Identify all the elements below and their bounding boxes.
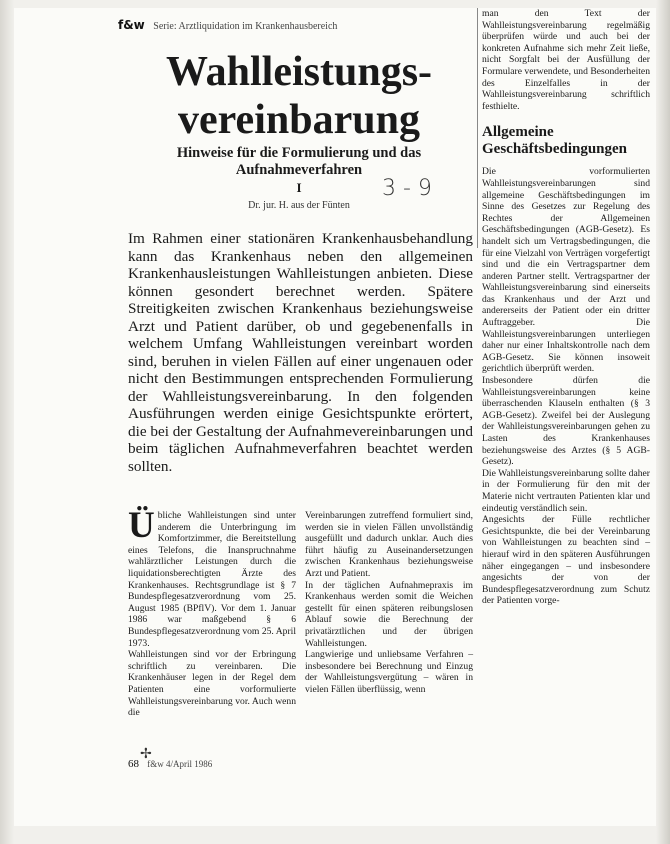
scan-left-edge <box>0 0 14 844</box>
title-line-1: Wahlleistungs- <box>165 49 433 95</box>
page-footer <box>128 758 212 770</box>
scan-right-edge <box>656 0 670 844</box>
column-1-text: bliche Wahlleistungen sind unter anderem die Unterbringung im Komfortzimmer, die Bereitstellung eines Telefons, die Inanspruchnahme wahlärztlicher Leistungen durch die liquidationsberechtigten Ärzte des Krankenhauses. Rechtsgrundlage ist § 7 Bundespflegesatzverordnung vom 25. August 1985 (BPflV). Vor dem 1. Januar 1986 war maßgebend § 6 Bundespflegesatzverordnung vom 25. April 1973. <box>128 510 296 649</box>
column-3-paragraph-5: Angesichts der Fülle rechtlicher Gesichtspunkte, die bei der Vereinbarung von Wahlleistungen zu beachten sind – hierauf wird in den späteren Ausführungen näher eingegangen – und insbesondere angesichts der von der Bundespflegesatzverordnung zum Schutz der Patienten vorge- <box>482 514 650 607</box>
title-line-2: vereinbarung <box>178 97 420 143</box>
article-subtitle: Hinweise für die Formulierung und das Aufnahmeverfahren <box>176 145 422 178</box>
pen-mark: ✢ <box>140 747 152 762</box>
publication-logo: f&w <box>118 18 145 32</box>
body-column-2 <box>305 510 473 696</box>
section-heading: Allgemeine Geschäftsbedingungen <box>482 124 628 158</box>
page-number: 68 <box>128 758 139 770</box>
body-column-1 <box>128 505 296 719</box>
column-2-paragraph-1: Vereinbarungen zutreffend formuliert sind, werden sie in vielen Fällen unvollständig ausgefüllt und dadurch unklar. Auch dies führt häufig zu Auseinandersetzungen zwischen Krankenhaus beziehungsweise Arzt und Patient. <box>305 510 473 579</box>
column-3-paragraph-4: Die Wahlleistungsvereinbarung sollte daher in der Formulierung für den mit der Materie nicht vertrauten Patienten klar und eindeutig verständlich sein. <box>482 467 650 514</box>
column-2-paragraph-2: In der täglichen Aufnahmepraxis im Krankenhaus werden somit die Weichen gestellt für einen späteren reibungslosen Ablauf sowie die Berechnung der privatärztlichen und der übrigen Wahlleistungen. <box>305 579 473 649</box>
author-line: Dr. jur. H. aus der Fünten <box>248 200 350 211</box>
body-column-3 <box>482 8 650 607</box>
column-1-paragraph-2: Wahlleistungen sind vor der Erbringung schriftlich zu vereinbaren. Die Krankenhäuser legen in der Regel dem Patienten eine vorformulierte Wahlleistungsvereinbarung vor. Auch wenn die <box>128 649 296 719</box>
drop-cap: Ü <box>128 505 155 546</box>
part-number: I <box>296 180 302 195</box>
series-header <box>118 18 468 30</box>
handwritten-note: 3 - 9 <box>382 176 432 201</box>
column-3-paragraph-3: Insbesondere dürfen die Wahlleistungsvereinbarungen keine überraschenden Klauseln enthalten (§ 3 AGB-Gesetz). Zweifel bei der Auslegung der Wahlleistungsvereinbarungen gehen zu Lasten des Krankenhauses beziehungsweise des Arztes (§ 5 AGB-Gesetz). <box>482 375 650 468</box>
lead-paragraph: Im Rahmen einer stationären Krankenhausbehandlung kann das Krankenhaus neben den allgemeinen Krankenhausleistungen Wahlleistungen anbieten. Diese können gesondert berechnet werden. Spätere Streitigkeiten zwischen Krankenhaus beziehungsweise Arzt und Patient darüber, ob und gegebenenfalls in welchem Umfang Wahlleistungen vereinbart worden sind, beruhen in vielen Fällen auf einer ungenauen oder nicht den Bestimmungen entsprechenden Formulierung der Wahlleistungsvereinbarung. In den folgenden Ausführungen werden einige Gesichtspunkte erörtert, die bei der Gestaltung der Aufnahmevereinbarungen und beim täglichen Aufnahmeverfahren beachtet werden sollten. <box>128 230 473 475</box>
column-2-paragraph-3: Langwierige und unliebsame Verfahren – insbesondere bei Berechnung und Einzug der Wahlleistungsvergütung – wären in vielen Fällen überflüssig, wenn <box>305 649 473 695</box>
column-3-paragraph-1: man den Text der Wahlleistungsvereinbarung regelmäßig überprüfen würde und auch bei der konkreten Aufnahme sich mehr Zeit ließe, nicht Sorgfalt bei der Ausfüllung der Formulare verwendete, und Besonderheiten des Einzelfalles in der Wahlleistungsvereinbarung schriftlich festhielte. <box>482 8 650 112</box>
series-label: Serie: Arztliquidation im Krankenhausbereich <box>153 21 338 32</box>
footer-source: f&w 4/April 1986 <box>147 759 213 769</box>
column-1-paragraph-1 <box>128 505 296 649</box>
column-3-paragraph-2: Die vorformulierten Wahlleistungsvereinbarungen sind allgemeine Geschäftsbedingungen im Sinne des Gesetzes zur Regelung des Rechtes der Allgemeinen Geschäftsbedingungen (AGB-Gesetz). Es handelt sich um Vertragsbedingungen, die für eine Vielzahl von Verträgen vorgefertigt sind und die ein Vertragspartner dem anderen Partner stellt. Vertragspartner der Wahlleistungsvereinbarung sind einerseits das Krankenhaus und der Arzt und andererseits der Patient oder ein dritter Auftraggeber. Die Wahlleistungsvereinbarungen unterliegen daher nur einer Inhaltskontrolle nach dem AGB-Gesetz. Sie können insoweit gerichtlich überprüft werden. <box>482 166 650 375</box>
article-title <box>118 48 480 144</box>
